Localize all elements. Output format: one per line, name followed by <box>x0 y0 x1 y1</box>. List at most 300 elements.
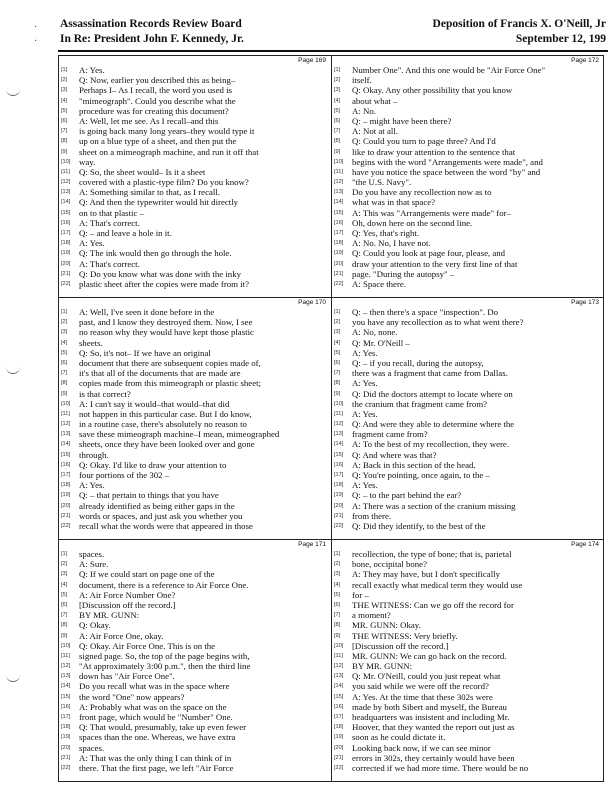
line-text: have you notice the space between the word "by" and <box>352 166 541 177</box>
line-number: [10] <box>334 642 344 649</box>
line-number: [21] <box>334 754 344 761</box>
transcript-line <box>61 600 329 610</box>
line-number: [15] <box>334 451 344 458</box>
transcript-line <box>61 218 329 228</box>
line-number: [11] <box>334 410 343 417</box>
line-number: [16] <box>334 219 344 226</box>
line-text: A: Not at all. <box>352 126 398 137</box>
line-number: [8] <box>334 380 341 387</box>
line-text: THE WITNESS: Very briefly. <box>352 630 458 641</box>
transcript-line <box>61 580 329 590</box>
line-number: [8] <box>334 622 341 629</box>
transcript-line <box>61 712 329 722</box>
line-text: Perhaps I– As I recall, the word you used is <box>79 85 232 96</box>
line-text: Q: Did they identify, to the best of the <box>352 520 486 531</box>
line-text: in a routine case, there's absolutely no reason to <box>79 419 247 430</box>
page-number: Page 171 <box>298 541 326 548</box>
transcript-line <box>334 187 602 197</box>
line-number: [5] <box>61 107 68 114</box>
line-number: [4] <box>61 97 68 104</box>
line-text: Hoover, that they wanted the report out just as <box>352 722 515 733</box>
transcript-line <box>334 327 602 337</box>
transcript-line <box>334 248 602 258</box>
transcript-line <box>334 580 602 590</box>
transcript-line <box>61 753 329 763</box>
line-number: [22] <box>61 764 71 771</box>
line-number: [6] <box>334 117 341 124</box>
line-number: [3] <box>334 571 341 578</box>
line-text: you said while we were off the record? <box>352 681 489 692</box>
line-number: [4] <box>334 339 341 346</box>
transcript-lines <box>334 307 602 531</box>
line-number: [3] <box>61 329 68 336</box>
margin-pencil-mark <box>6 86 20 96</box>
line-number: [18] <box>334 482 344 489</box>
line-text: Q: – to the part behind the ear? <box>352 490 462 501</box>
line-number: [17] <box>61 230 71 236</box>
line-number: [13] <box>334 189 344 196</box>
line-text: BY MR. GUNN: <box>79 610 140 621</box>
line-text: recall what the words were that appeared in those <box>79 520 253 531</box>
line-text: from there. <box>352 510 392 521</box>
line-text: sheet on a mimeograph machine, and run it off that <box>79 146 259 157</box>
line-number: [20] <box>61 744 71 751</box>
line-number: [9] <box>334 390 341 397</box>
transcript-line <box>334 136 602 146</box>
transcript-line <box>61 238 329 248</box>
transcript-line <box>61 96 329 106</box>
transcript-page <box>59 540 331 781</box>
line-number: [3] <box>334 87 341 94</box>
line-text: Q: – might have been there? <box>352 115 452 126</box>
transcript-line <box>334 460 602 470</box>
line-number: [8] <box>61 380 68 387</box>
transcript-line <box>334 470 602 480</box>
line-number: [17] <box>334 230 344 236</box>
line-text: draw your attention to the very first line of that <box>352 258 518 269</box>
line-number: [1] <box>61 309 68 315</box>
line-text: like to draw your attention to the sentence that <box>352 146 516 157</box>
line-text: Q: – that pertain to things that you have <box>79 490 219 501</box>
line-number: [18] <box>61 240 71 247</box>
transcript-lines <box>334 549 602 773</box>
line-text: not happen in this particular case. But I do know, <box>79 408 252 419</box>
transcript-line <box>61 409 329 419</box>
line-text: no reason why they would have kept those plastic <box>79 327 254 338</box>
transcript-line <box>61 65 329 75</box>
line-number: [2] <box>334 561 341 568</box>
transcript-line <box>61 136 329 146</box>
line-text: Q: Okay. <box>79 620 111 631</box>
line-text: corrected if we had more time. There would be no <box>352 762 529 773</box>
transcript-line <box>61 378 329 388</box>
transcript-line <box>334 348 602 358</box>
line-text: plastic sheet after the copies were made from it? <box>79 278 249 289</box>
header-board-name: Assassination Records Review Board <box>60 18 242 30</box>
transcript-line <box>334 480 602 490</box>
line-text: the word "One" now appears? <box>79 691 185 702</box>
line-number: [21] <box>61 512 71 519</box>
line-number: [5] <box>334 591 341 598</box>
transcript-line <box>334 338 602 348</box>
line-text: for – <box>352 589 369 600</box>
line-number: [17] <box>334 472 344 478</box>
transcript-line <box>334 116 602 126</box>
line-text: "At approximately 3:00 p.m.", then the third line <box>79 661 251 672</box>
line-text: Q: Okay. Air Force One. This is on the <box>79 640 216 651</box>
transcript-line <box>61 187 329 197</box>
line-text: itself. <box>352 75 372 86</box>
transcript-line <box>61 126 329 136</box>
transcript-line <box>61 480 329 490</box>
transcript-line <box>61 228 329 238</box>
transcript-line <box>334 732 602 742</box>
line-number: [8] <box>61 138 68 145</box>
line-number: [20] <box>334 502 344 509</box>
line-number: [16] <box>334 703 344 710</box>
line-text: Q: – and leave a hole in it. <box>79 228 172 238</box>
line-number: [12] <box>61 663 71 670</box>
line-text: A: Probably what was on the space on the <box>79 701 227 712</box>
line-text: A: Well, let me see. As I recall–and this <box>79 115 219 126</box>
line-text: A: They may have, but I don't specifically <box>352 569 500 580</box>
transcript-line <box>334 490 602 500</box>
line-number: [20] <box>61 260 71 267</box>
line-text: A: To the best of my recollection, they were. <box>352 439 510 450</box>
header-date: September 12, 199 <box>515 33 606 45</box>
transcript-line <box>61 722 329 732</box>
line-number: [3] <box>61 87 68 94</box>
line-text: four portions of the 302 – <box>79 470 170 480</box>
line-text: spaces than the one. Whereas, we have extra <box>79 732 236 743</box>
line-number: [13] <box>61 189 71 196</box>
transcript-lines <box>61 549 329 773</box>
transcript-line <box>61 743 329 753</box>
transcript-frame <box>58 55 604 782</box>
line-number: [14] <box>61 683 71 690</box>
page-number: Page 170 <box>298 299 326 306</box>
line-number: [8] <box>61 622 68 629</box>
transcript-line <box>61 368 329 378</box>
line-text: Q: – then there's a space "inspection". Do <box>352 307 499 317</box>
line-text: spaces. <box>79 742 105 753</box>
line-number: [20] <box>334 744 344 751</box>
transcript-line <box>61 511 329 521</box>
line-text: A: There was a section of the cranium missing <box>352 500 516 511</box>
line-text: signed page. So, the top of the page begins with, <box>79 650 250 661</box>
transcript-line <box>61 450 329 460</box>
margin-pencil-mark <box>6 364 20 374</box>
transcript-line <box>61 490 329 500</box>
line-text: down has "Air Force One". <box>79 671 175 682</box>
transcript-line <box>334 65 602 75</box>
transcript-line <box>61 419 329 429</box>
line-text: Do you recall what was in the space where <box>79 681 230 692</box>
line-number: [10] <box>61 642 71 649</box>
line-text: fragment came from? <box>352 429 428 440</box>
line-text: A: No. <box>352 105 376 116</box>
line-number: [6] <box>61 359 68 366</box>
line-number: [11] <box>334 168 343 175</box>
transcript-line <box>61 671 329 681</box>
line-number: [21] <box>61 754 71 761</box>
transcript-line <box>61 279 329 289</box>
line-text: is going back many long years–they would type it <box>79 126 255 137</box>
transcript-line <box>334 651 602 661</box>
line-text: sheets, once they have been looked over and gone <box>79 439 255 450</box>
transcript-lines <box>61 307 329 531</box>
line-text: through. <box>79 449 109 460</box>
line-number: [17] <box>61 472 71 478</box>
line-number: [5] <box>61 349 68 356</box>
line-text: spaces. <box>79 549 105 559</box>
line-text: soon as he could dictate it. <box>352 732 446 743</box>
transcript-line <box>61 559 329 569</box>
transcript-line <box>61 358 329 368</box>
line-number: [1] <box>334 309 341 315</box>
transcript-line <box>61 197 329 207</box>
line-text: covered with a plastic-type film? Do you know? <box>79 177 249 188</box>
line-text: way. <box>79 156 96 167</box>
line-number: [13] <box>334 431 344 438</box>
transcript-line <box>334 501 602 511</box>
line-number: [13] <box>61 673 71 680</box>
transcript-line <box>334 521 602 531</box>
transcript-line <box>334 439 602 449</box>
line-text: A: Yes. <box>79 238 105 249</box>
page-number: Page 173 <box>571 299 599 306</box>
line-text: Q: Do you know what was done with the inky <box>79 268 241 279</box>
transcript-line <box>334 307 602 317</box>
line-text: "the U.S. Navy". <box>352 177 412 188</box>
transcript-line <box>334 85 602 95</box>
line-text: A: That was the only thing I can think of in <box>79 752 232 763</box>
line-text: a moment? <box>352 610 391 621</box>
line-text: bone, occipital bone? <box>352 559 427 570</box>
transcript-line <box>334 712 602 722</box>
transcript-line <box>334 681 602 691</box>
transcript-line <box>61 116 329 126</box>
line-text: copies made from this mimeograph or plastic sheet; <box>79 378 261 389</box>
line-number: [19] <box>61 492 71 499</box>
line-text: A: Well, I've seen it done before in the <box>79 307 215 317</box>
line-text: Q: Okay. I'd like to draw your attention to <box>79 459 227 470</box>
line-text: page. "During the autopsy" – <box>352 268 455 279</box>
transcript-line <box>334 269 602 279</box>
line-number: [11] <box>61 652 70 659</box>
line-number: [1] <box>334 551 341 557</box>
line-number: [11] <box>61 410 70 417</box>
line-number: [6] <box>61 117 68 124</box>
line-text: A: I can't say it would–that would–that did <box>79 398 230 409</box>
line-number: [19] <box>334 734 344 741</box>
transcript-line <box>61 167 329 177</box>
transcript-line <box>61 439 329 449</box>
line-text: up on a blue type of a sheet, and then put the <box>79 136 237 147</box>
line-text: Do you have any recollection now as to <box>352 187 492 198</box>
transcript-line <box>61 348 329 358</box>
line-text: save these mimeograph machine–I mean, mimeographed <box>79 429 280 440</box>
transcript-page <box>332 540 604 781</box>
line-number: [12] <box>334 663 344 670</box>
line-number: [22] <box>61 280 71 287</box>
transcript-line <box>61 85 329 95</box>
line-text: document, there is a reference to Air Force One. <box>79 579 249 590</box>
line-number: [2] <box>334 319 341 326</box>
line-number: [2] <box>61 319 68 326</box>
line-text: Q: Could you turn to page three? And I'd <box>352 136 496 147</box>
line-number: [4] <box>61 581 68 588</box>
transcript-line <box>334 259 602 269</box>
line-text: [Discussion off the record.] <box>352 640 449 651</box>
transcript-line <box>61 763 329 773</box>
line-number: [19] <box>334 492 344 499</box>
line-text: what was in that space? <box>352 197 436 208</box>
line-text: Q: You're pointing, once again, to the – <box>352 470 490 480</box>
line-number: [14] <box>334 683 344 690</box>
line-number: [18] <box>334 240 344 247</box>
line-number: [5] <box>334 349 341 356</box>
line-text: Q: Okay. Any other possibility that you know <box>352 85 513 96</box>
transcript-line <box>61 590 329 600</box>
line-number: [7] <box>61 612 68 619</box>
line-number: [2] <box>334 77 341 84</box>
line-number: [5] <box>334 107 341 114</box>
transcript-line <box>334 753 602 763</box>
transcript-line <box>61 317 329 327</box>
line-text: Q: That would, presumably, take up even fewer <box>79 722 247 733</box>
line-text: A: Air Force One, okay. <box>79 630 164 641</box>
line-text: Q: And then the typewriter would hit directly <box>79 197 239 208</box>
transcript-line <box>334 419 602 429</box>
line-text: on to that plastic – <box>79 207 144 218</box>
transcript-line <box>334 75 602 85</box>
transcript-page <box>332 56 604 297</box>
transcript-line <box>61 106 329 116</box>
line-text: Q: Mr. O'Neill – <box>352 337 410 348</box>
line-number: [14] <box>334 199 344 206</box>
line-number: [9] <box>334 632 341 639</box>
transcript-line <box>334 106 602 116</box>
header-rule <box>58 50 608 52</box>
line-number: [11] <box>61 168 70 175</box>
line-number: [20] <box>334 260 344 267</box>
line-number: [12] <box>61 421 71 428</box>
transcript-line <box>334 671 602 681</box>
line-number: [10] <box>334 158 344 165</box>
transcript-line <box>334 610 602 620</box>
line-text: A: Yes. <box>352 480 378 491</box>
line-text: words or spaces, and just ask you whether you <box>79 510 243 521</box>
line-number: [18] <box>334 724 344 731</box>
line-number: [15] <box>61 693 71 700</box>
transcript-line <box>334 378 602 388</box>
transcript-lines <box>334 65 602 289</box>
transcript-line <box>61 338 329 348</box>
line-number: [22] <box>334 280 344 287</box>
line-number: [19] <box>61 734 71 741</box>
line-number: [12] <box>61 179 71 186</box>
line-number: [12] <box>334 421 344 428</box>
transcript-line <box>334 661 602 671</box>
line-text: Oh, down here on the second line. <box>352 217 473 228</box>
transcript-line <box>61 208 329 218</box>
line-number: [17] <box>334 714 344 720</box>
transcript-line <box>334 600 602 610</box>
line-text: Q: If we could start on page one of the <box>79 569 215 580</box>
line-number: [16] <box>61 703 71 710</box>
line-number: [9] <box>61 632 68 639</box>
line-text: A: Sure. <box>79 559 109 570</box>
line-number: [16] <box>334 461 344 468</box>
line-text: Q: And where was that? <box>352 449 437 460</box>
line-text: A: That's correct. <box>79 258 140 269</box>
line-number: [19] <box>334 250 344 257</box>
transcript-line <box>334 279 602 289</box>
line-number: [7] <box>61 128 68 135</box>
line-number: [6] <box>334 359 341 366</box>
transcript-line <box>334 197 602 207</box>
line-text: A: This was "Arrangements were made" for– <box>352 207 511 218</box>
transcript-line <box>334 399 602 409</box>
line-number: [21] <box>61 270 71 277</box>
line-number: [1] <box>61 551 68 557</box>
transcript-line <box>61 307 329 317</box>
line-text: A: Yes. <box>352 378 378 389</box>
transcript-line <box>334 358 602 368</box>
line-number: [3] <box>334 329 341 336</box>
transcript-line <box>334 218 602 228</box>
transcript-line <box>61 702 329 712</box>
transcript-page <box>332 298 604 539</box>
line-text: there. That the first page, we left "Air Force <box>79 762 234 773</box>
transcript-line <box>61 248 329 258</box>
line-number: [22] <box>334 522 344 529</box>
page-number: Page 169 <box>298 57 326 64</box>
line-text: Q: And were they able to determine where the <box>352 419 515 430</box>
line-text: A: Yes. <box>79 65 105 75</box>
transcript-line <box>334 429 602 439</box>
transcript-line <box>334 743 602 753</box>
transcript-line <box>61 177 329 187</box>
transcript-line <box>61 75 329 85</box>
transcript-line <box>334 147 602 157</box>
transcript-line <box>61 732 329 742</box>
line-text: sheets. <box>79 337 103 348</box>
line-text: Q: Mr. O'Neill, could you just repeat what <box>352 671 501 682</box>
transcript-line <box>334 177 602 187</box>
line-number: [7] <box>61 370 68 377</box>
line-number: [5] <box>61 591 68 598</box>
line-text: already identified as being either gaps in the <box>79 500 235 511</box>
margin-dot: · <box>34 22 38 33</box>
margin-pencil-mark <box>6 672 20 682</box>
transcript-line <box>334 702 602 712</box>
line-number: [7] <box>334 370 341 377</box>
line-text: the cranium that fragment came from? <box>352 398 488 409</box>
line-text: errors in 302s, they certainly would have been <box>352 752 515 763</box>
transcript-page <box>59 56 331 297</box>
line-number: [2] <box>61 77 68 84</box>
transcript-lines <box>61 65 329 289</box>
transcript-line <box>334 409 602 419</box>
transcript-line <box>61 661 329 671</box>
line-text: Q: Could you look at page four, please, and <box>352 248 506 259</box>
transcript-line <box>334 620 602 630</box>
line-number: [1] <box>61 67 68 73</box>
line-text: A: No, none. <box>352 327 398 338</box>
line-number: [9] <box>61 148 68 155</box>
